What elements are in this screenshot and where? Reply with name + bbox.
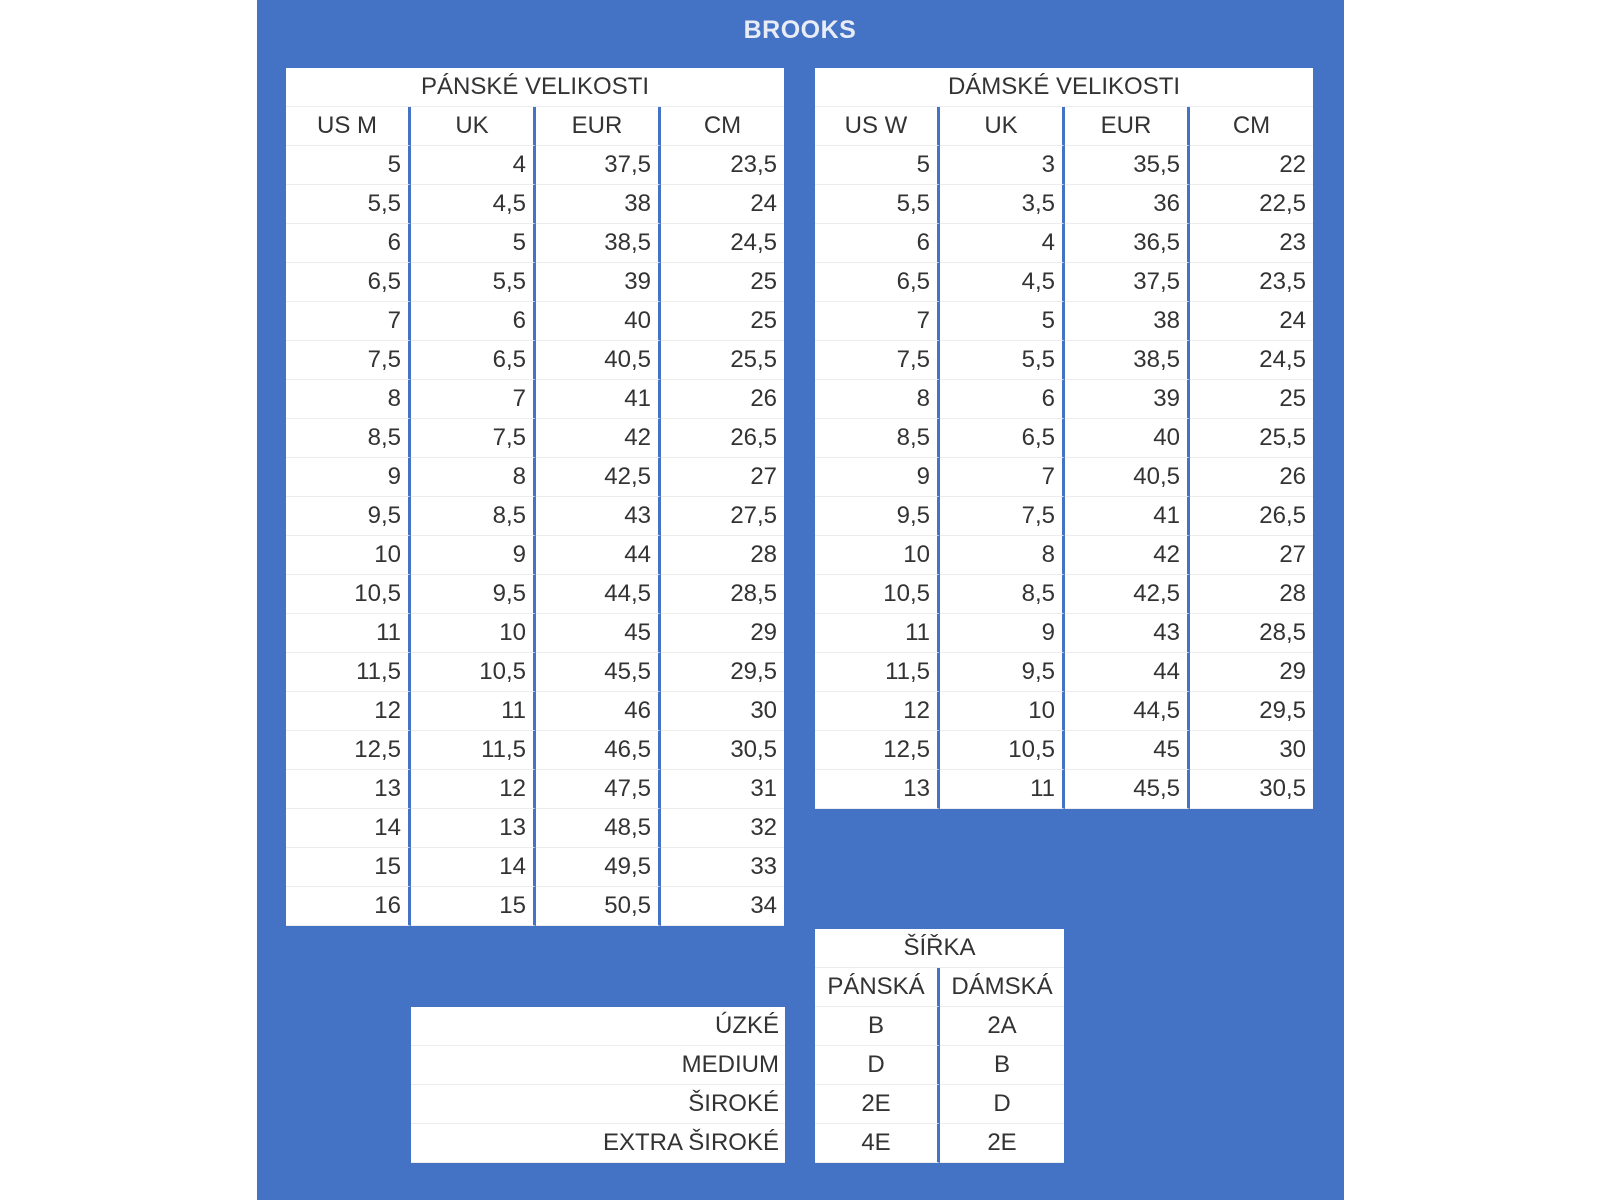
size-cell: 41 [536,380,661,419]
table-row [286,848,784,887]
width-table [815,929,1064,1163]
size-cell: 9,5 [411,575,536,614]
table-row [286,497,784,536]
size-cell: 44,5 [536,575,661,614]
size-cell: 40 [536,302,661,341]
size-cell: 32 [661,809,784,848]
size-cell: 27 [1190,536,1313,575]
size-cell: 36,5 [1065,224,1190,263]
size-cell: 46,5 [536,731,661,770]
size-cell: 41 [1065,497,1190,536]
size-cell: 42 [1065,536,1190,575]
table-row [815,419,1313,458]
table-row [286,458,784,497]
table-row [815,1007,1064,1046]
size-cell: 5,5 [286,185,411,224]
table-row [815,770,1313,809]
size-cell: 34 [661,887,784,926]
size-cell: 44 [536,536,661,575]
size-cell: 11 [815,614,940,653]
column-header: UK [940,107,1065,146]
size-cell: 23,5 [661,146,784,185]
table-row [286,614,784,653]
size-cell: 24,5 [661,224,784,263]
table-row [815,302,1313,341]
width-label: MEDIUM [411,1046,785,1085]
size-cell: 38 [536,185,661,224]
column-header: US M [286,107,411,146]
size-cell: 7 [411,380,536,419]
size-cell: 24 [661,185,784,224]
size-cell: 45 [1065,731,1190,770]
size-cell: 10 [286,536,411,575]
size-cell: 9 [411,536,536,575]
size-cell: 6,5 [940,419,1065,458]
size-cell: 7 [815,302,940,341]
size-cell: 7,5 [940,497,1065,536]
size-cell: 8 [286,380,411,419]
size-cell: 5,5 [411,263,536,302]
size-cell: 43 [1065,614,1190,653]
size-cell: 6,5 [411,341,536,380]
size-cell: 27 [661,458,784,497]
size-cell: 4 [411,146,536,185]
size-cell: 6 [411,302,536,341]
size-cell: 5,5 [815,185,940,224]
size-cell: 4 [940,224,1065,263]
size-cell: 36 [1065,185,1190,224]
size-cell: 12 [286,692,411,731]
table-row [815,224,1313,263]
size-cell: 9 [940,614,1065,653]
size-cell: 30 [661,692,784,731]
size-cell: 23,5 [1190,263,1313,302]
width-label: ÚZKÉ [411,1007,785,1046]
table-row [286,302,784,341]
size-cell: 9 [815,458,940,497]
size-cell: 42,5 [536,458,661,497]
size-cell: 11,5 [411,731,536,770]
size-cell: 10,5 [940,731,1065,770]
size-cell: 40,5 [536,341,661,380]
women-header-row [815,107,1313,146]
size-cell: 10,5 [286,575,411,614]
size-cell: 8 [411,458,536,497]
size-cell: 6,5 [815,263,940,302]
size-cell: 14 [286,809,411,848]
width-men-cell: D [815,1046,940,1085]
size-cell: 42 [536,419,661,458]
table-row [411,1085,785,1124]
size-cell: 11,5 [815,653,940,692]
size-cell: 8,5 [940,575,1065,614]
size-cell: 8 [815,380,940,419]
size-cell: 10,5 [815,575,940,614]
width-men-cell: B [815,1007,940,1046]
table-row [815,263,1313,302]
size-cell: 10 [815,536,940,575]
size-cell: 12 [815,692,940,731]
table-row [815,458,1313,497]
size-cell: 38,5 [536,224,661,263]
size-cell: 30,5 [661,731,784,770]
women-size-table [815,68,1313,809]
table-row [286,341,784,380]
size-cell: 39 [536,263,661,302]
table-row [286,419,784,458]
column-header: EUR [1065,107,1190,146]
size-cell: 39 [1065,380,1190,419]
size-cell: 29 [1190,653,1313,692]
size-cell: 9 [286,458,411,497]
width-women-cell: 2E [940,1124,1064,1163]
size-cell: 11 [411,692,536,731]
table-row [286,380,784,419]
men-table-title: PÁNSKÉ VELIKOSTI [286,68,784,107]
size-cell: 50,5 [536,887,661,926]
width-labels-table [411,1007,785,1163]
size-cell: 10,5 [411,653,536,692]
column-header: US W [815,107,940,146]
size-cell: 28 [1190,575,1313,614]
table-row [286,185,784,224]
size-cell: 27,5 [661,497,784,536]
men-title-row [286,68,784,107]
size-cell: 26,5 [1190,497,1313,536]
size-cell: 29,5 [661,653,784,692]
size-cell: 7,5 [411,419,536,458]
table-row [286,224,784,263]
table-row [286,809,784,848]
table-row [815,731,1313,770]
size-cell: 7 [940,458,1065,497]
size-cell: 14 [411,848,536,887]
size-cell: 28 [661,536,784,575]
size-cell: 10 [411,614,536,653]
width-title-row [815,929,1064,968]
width-men-cell: 2E [815,1085,940,1124]
size-cell: 11,5 [286,653,411,692]
size-cell: 28,5 [1190,614,1313,653]
size-cell: 25 [1190,380,1313,419]
table-row [286,887,784,926]
size-cell: 38 [1065,302,1190,341]
size-cell: 5 [286,146,411,185]
size-cell: 24 [1190,302,1313,341]
size-cell: 11 [940,770,1065,809]
size-cell: 25 [661,302,784,341]
size-cell: 22 [1190,146,1313,185]
column-header: UK [411,107,536,146]
size-cell: 9,5 [940,653,1065,692]
size-cell: 46 [536,692,661,731]
size-cell: 6,5 [286,263,411,302]
size-cell: 28,5 [661,575,784,614]
size-cell: 25 [661,263,784,302]
table-row [411,1124,785,1163]
size-cell: 23 [1190,224,1313,263]
table-row [815,614,1313,653]
table-row [286,770,784,809]
size-cell: 44 [1065,653,1190,692]
size-cell: 30,5 [1190,770,1313,809]
size-cell: 12 [411,770,536,809]
table-row [815,185,1313,224]
column-header: DÁMSKÁ [940,968,1064,1007]
width-label: EXTRA ŠIROKÉ [411,1124,785,1163]
size-cell: 8,5 [411,497,536,536]
table-row [815,1124,1064,1163]
size-cell: 13 [815,770,940,809]
table-row [815,146,1313,185]
size-cell: 9,5 [286,497,411,536]
men-header-row [286,107,784,146]
size-cell: 16 [286,887,411,926]
size-cell: 7,5 [286,341,411,380]
size-cell: 4,5 [940,263,1065,302]
size-cell: 40,5 [1065,458,1190,497]
size-cell: 29,5 [1190,692,1313,731]
column-header: EUR [536,107,661,146]
size-cell: 6 [815,224,940,263]
table-row [815,653,1313,692]
size-cell: 5,5 [940,341,1065,380]
table-row [815,380,1313,419]
table-row [286,731,784,770]
size-cell: 48,5 [536,809,661,848]
width-women-cell: 2A [940,1007,1064,1046]
size-cell: 29 [661,614,784,653]
size-cell: 15 [286,848,411,887]
size-cell: 3,5 [940,185,1065,224]
table-row [286,536,784,575]
table-row [815,692,1313,731]
size-cell: 45 [536,614,661,653]
table-row [815,575,1313,614]
table-row [411,1007,785,1046]
size-cell: 30 [1190,731,1313,770]
table-row [286,146,784,185]
table-row [286,263,784,302]
size-cell: 31 [661,770,784,809]
size-cell: 8,5 [286,419,411,458]
size-cell: 3 [940,146,1065,185]
size-cell: 12,5 [815,731,940,770]
size-cell: 24,5 [1190,341,1313,380]
width-label: ŠIROKÉ [411,1085,785,1124]
table-row [411,1046,785,1085]
men-size-table [286,68,784,926]
size-cell: 12,5 [286,731,411,770]
size-cell: 9,5 [815,497,940,536]
size-cell: 7,5 [815,341,940,380]
size-cell: 26 [661,380,784,419]
size-cell: 26,5 [661,419,784,458]
women-title-row [815,68,1313,107]
size-cell: 43 [536,497,661,536]
width-men-cell: 4E [815,1124,940,1163]
size-cell: 45,5 [1065,770,1190,809]
size-cell: 37,5 [1065,263,1190,302]
size-cell: 4,5 [411,185,536,224]
size-cell: 6 [286,224,411,263]
size-cell: 35,5 [1065,146,1190,185]
size-cell: 26 [1190,458,1313,497]
size-cell: 25,5 [661,341,784,380]
table-row [815,536,1313,575]
table-row [815,341,1313,380]
women-table-title: DÁMSKÉ VELIKOSTI [815,68,1313,107]
size-cell: 13 [411,809,536,848]
size-cell: 42,5 [1065,575,1190,614]
table-row [286,575,784,614]
size-cell: 5 [815,146,940,185]
size-cell: 5 [940,302,1065,341]
column-header: CM [1190,107,1313,146]
size-cell: 5 [411,224,536,263]
size-cell: 33 [661,848,784,887]
table-row [815,1046,1064,1085]
width-header-row [815,968,1064,1007]
size-cell: 49,5 [536,848,661,887]
size-cell: 38,5 [1065,341,1190,380]
size-cell: 10 [940,692,1065,731]
size-cell: 8 [940,536,1065,575]
size-cell: 40 [1065,419,1190,458]
brand-title: BROOKS [743,16,857,44]
size-cell: 44,5 [1065,692,1190,731]
size-cell: 7 [286,302,411,341]
table-row [286,692,784,731]
width-table-title: ŠÍŘKA [815,929,1064,968]
table-row [286,653,784,692]
size-cell: 8,5 [815,419,940,458]
size-cell: 11 [286,614,411,653]
column-header: CM [661,107,784,146]
table-row [815,1085,1064,1124]
size-cell: 25,5 [1190,419,1313,458]
width-women-cell: D [940,1085,1064,1124]
column-header: PÁNSKÁ [815,968,940,1007]
size-cell: 45,5 [536,653,661,692]
size-cell: 37,5 [536,146,661,185]
table-row [815,497,1313,536]
size-cell: 47,5 [536,770,661,809]
width-women-cell: B [940,1046,1064,1085]
size-cell: 6 [940,380,1065,419]
size-cell: 15 [411,887,536,926]
size-cell: 22,5 [1190,185,1313,224]
size-cell: 13 [286,770,411,809]
